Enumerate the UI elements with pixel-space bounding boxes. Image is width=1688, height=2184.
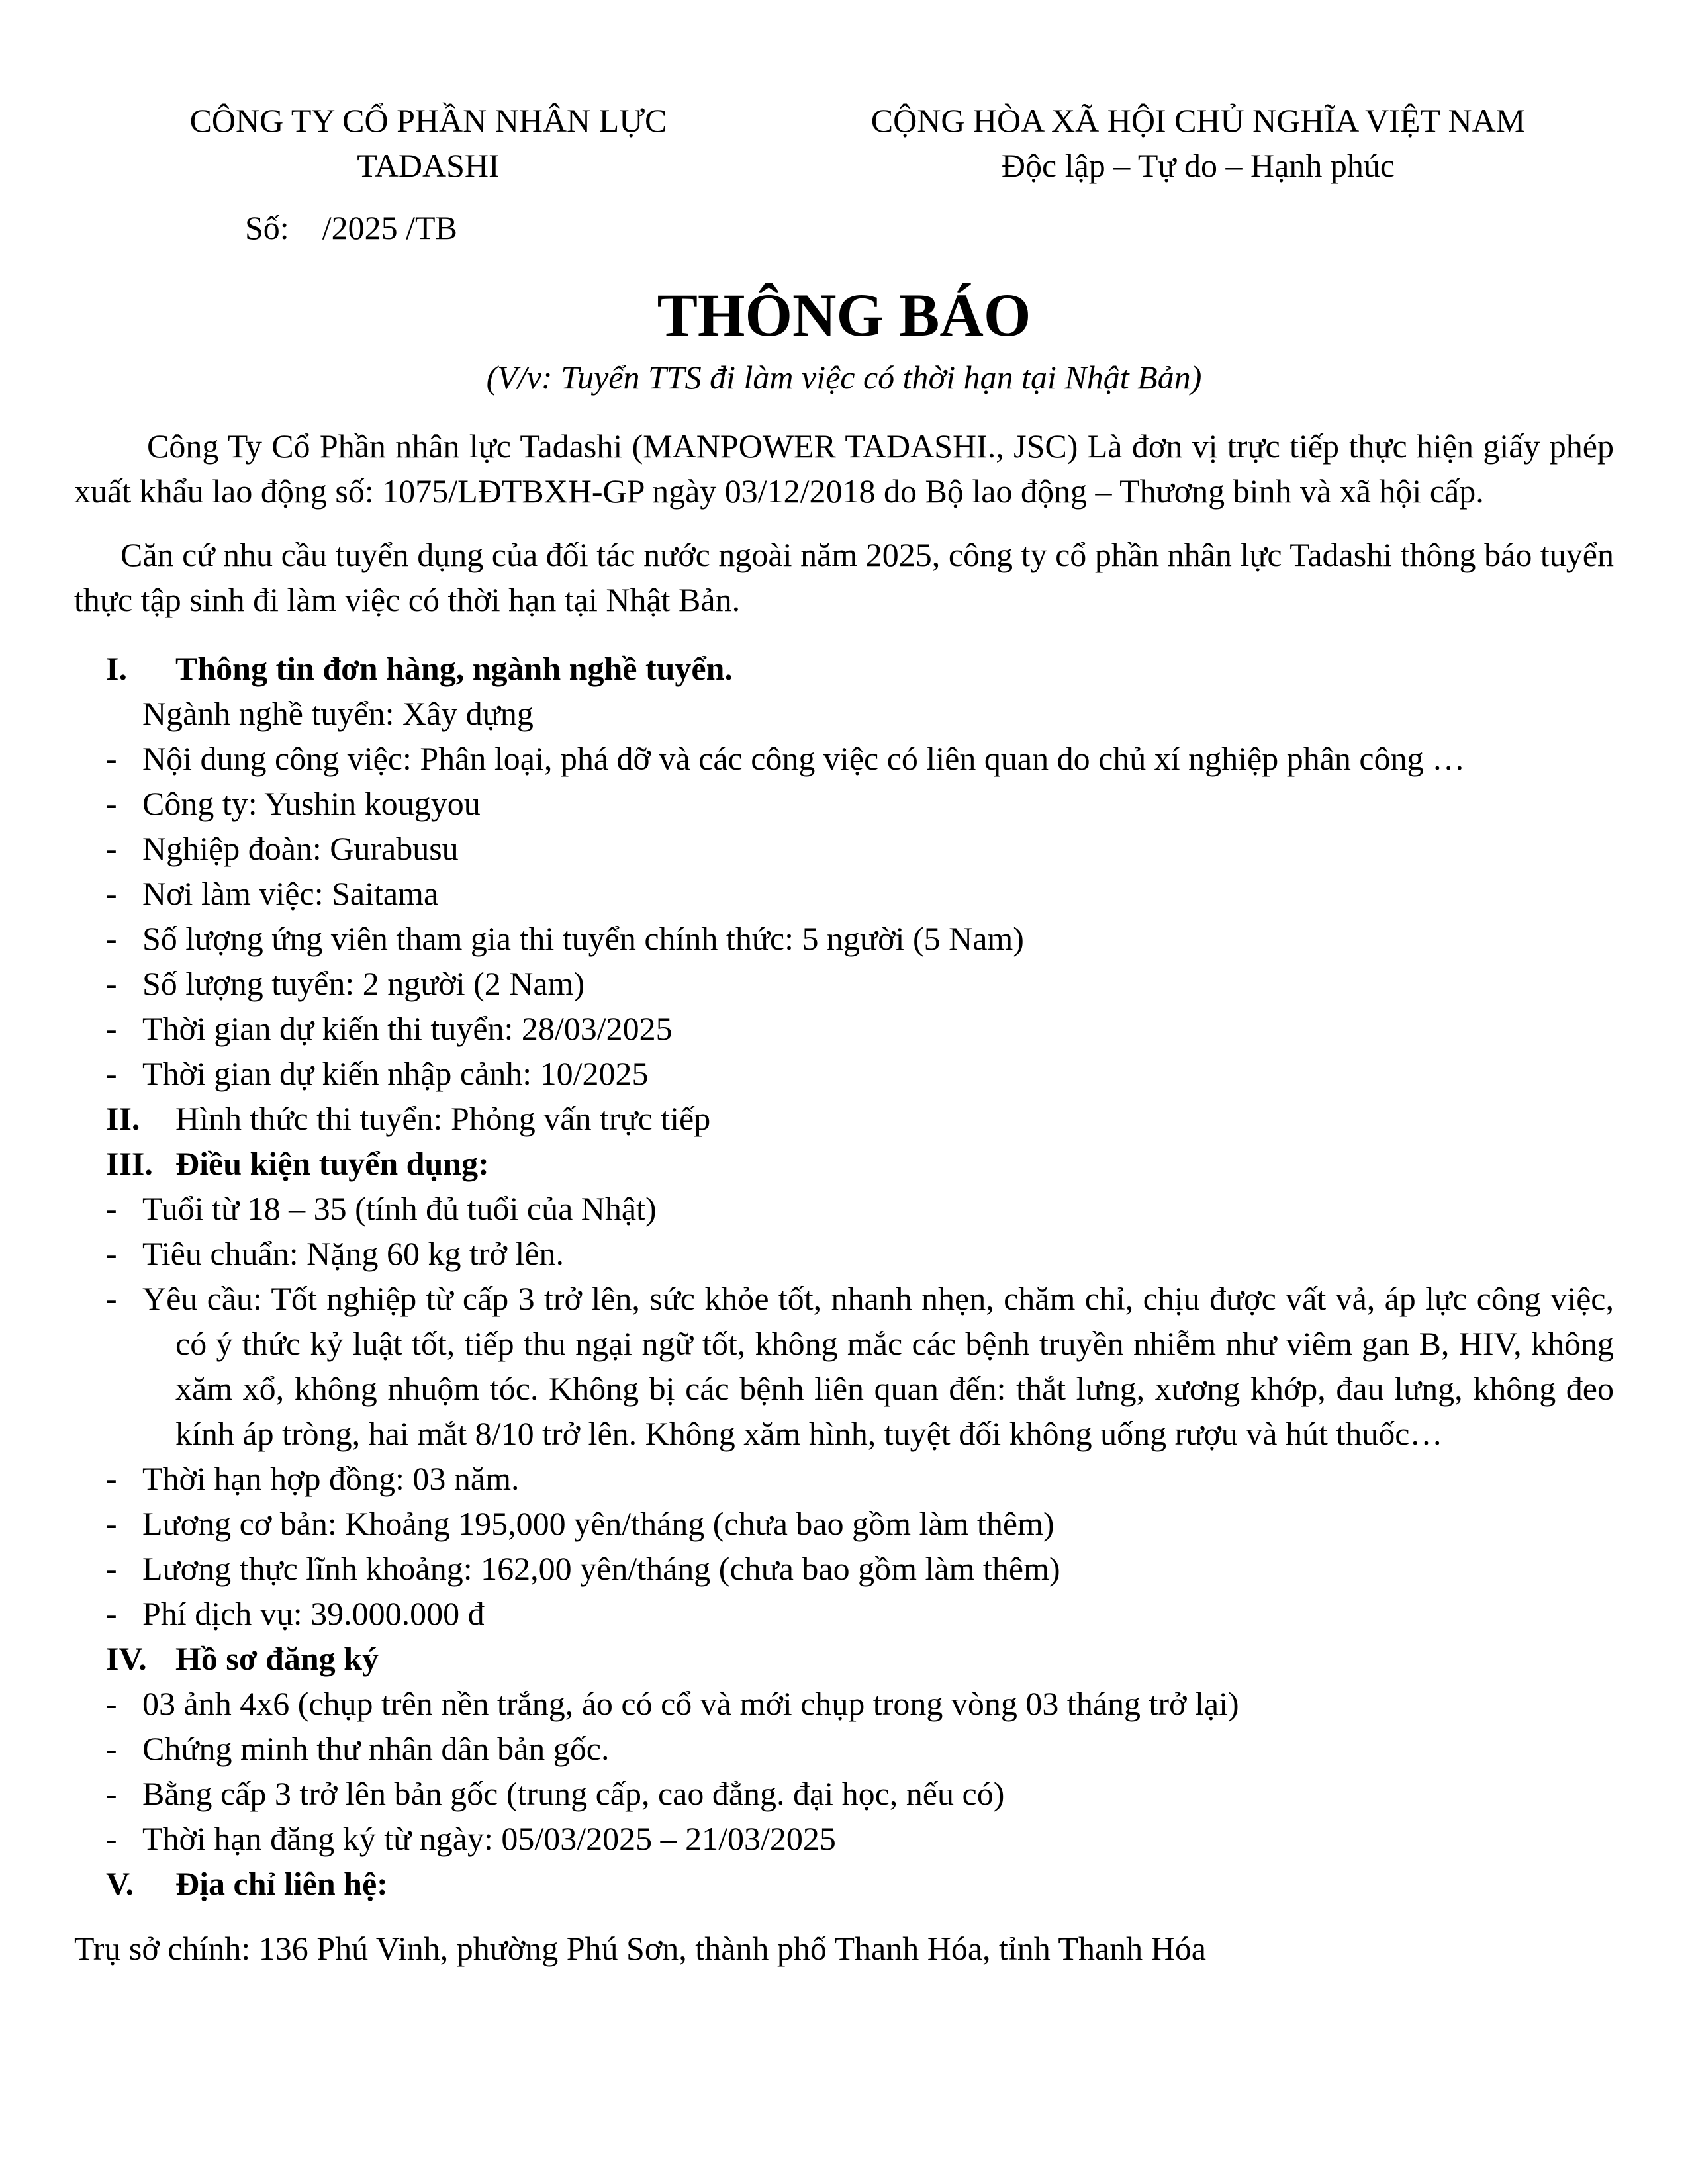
list-item [74,736,1614,781]
dash-bullet: - [106,1280,117,1317]
list-item-text: Thời hạn hợp đồng: 03 năm. [142,1460,520,1497]
list-item-text: Chứng minh thư nhân dân bản gốc. [142,1730,610,1767]
page-subtitle: (V/v: Tuyển TTS đi làm việc có thời hạn tại Nhật Bản) [486,359,1202,396]
dash-bullet: - [106,1775,117,1812]
section-numeral: II. [106,1100,140,1137]
list-item-text: Công ty: Yushin kougyou [142,785,481,822]
company-name-line1: CÔNG TY CỔ PHẦN NHÂN LỰC [189,102,667,139]
section-numeral: I. [106,650,127,687]
list-item [74,1546,1614,1591]
section-numeral: IV. [106,1640,147,1677]
list-item [74,1726,1614,1771]
list-item-text: Bằng cấp 3 trở lên bản gốc (trung cấp, cao đẳng. đại học, nếu có) [142,1775,1005,1812]
dash-bullet: - [106,1595,117,1632]
dash-bullet: - [106,785,117,822]
list-item [74,1681,1614,1726]
dash-bullet: - [106,1730,117,1767]
section-numeral: III. [106,1145,153,1182]
list-item-text: 03 ảnh 4x6 (chụp trên nền trắng, áo có cổ và mới chụp trong vòng 03 tháng trở lại) [142,1685,1239,1722]
dash-bullet: - [106,1460,117,1497]
dash-bullet: - [106,920,117,957]
list-item [74,916,1614,961]
section-title: Điều kiện tuyển dụng: [175,1145,489,1182]
head-office-line: Trụ sở chính: 136 Phú Vinh, phường Phú Sơn, thành phố Thanh Hóa, tỉnh Thanh Hóa [74,1930,1206,1967]
list-item-text: Nghiệp đoàn: Gurabusu [142,830,459,867]
company-header-block [74,98,782,188]
list-item [74,871,1614,916]
dash-bullet: - [106,1550,117,1587]
list-item [74,1456,1614,1501]
intro-paragraph-2: Căn cứ nhu cầu tuyển dụng của đối tác nước ngoài năm 2025, công ty cổ phần nhân lực Tadashi thông báo tuyển thực tập sinh đi làm việc có thời hạn tại Nhật Bản. [74,536,1614,618]
list-item-text: Thời gian dự kiến nhập cảnh: 10/2025 [142,1055,649,1092]
list-item-text: Nơi làm việc: Saitama [142,875,439,912]
industry-line: Ngành nghề tuyển: Xây dựng [142,695,534,732]
section-title: Địa chỉ liên hệ: [175,1865,388,1902]
intro-paragraph-1: Công Ty Cổ Phần nhân lực Tadashi (MANPOWER TADASHI., JSC) Là đơn vị trực tiếp thực hiện giấy phép xuất khẩu lao động số: 1075/LĐTBXH-GP ngày 03/12/2018 do Bộ lao động – Thương binh và xã hội cấp. [74,428,1614,510]
list-item [74,1231,1614,1276]
doc-number: Số: /2025 /TB [245,209,457,246]
dash-bullet: - [106,1820,117,1857]
dash-bullet: - [106,1505,117,1542]
list-item [74,961,1614,1006]
national-header-block [782,98,1614,188]
national-title: CỘNG HÒA XÃ HỘI CHỦ NGHĨA VIỆT NAM [870,102,1526,139]
dash-bullet: - [106,1685,117,1722]
list-item [74,1006,1614,1051]
section-title: Hồ sơ đăng ký [175,1640,379,1677]
list-item [74,1501,1614,1546]
page-title: THÔNG BÁO [657,281,1031,349]
section-heading-4 [74,1636,1614,1681]
list-item-text: Thời gian dự kiến thi tuyển: 28/03/2025 [142,1010,673,1047]
list-item-text: Số lượng ứng viên tham gia thi tuyển chính thức: 5 người (5 Nam) [142,920,1024,957]
section-heading-3 [74,1141,1614,1186]
list-item [74,1771,1614,1816]
list-item [74,1276,1614,1456]
section-heading-5 [74,1861,1614,1906]
list-item-text: Thời hạn đăng ký từ ngày: 05/03/2025 – 21/03/2025 [142,1820,836,1857]
dash-bullet: - [106,1235,117,1272]
list-item [74,1186,1614,1231]
list-item-text: Phí dịch vụ: 39.000.000 đ [142,1595,485,1632]
list-item [74,1051,1614,1096]
section-title: Thông tin đơn hàng, ngành nghề tuyển. [175,650,733,687]
list-item [74,1591,1614,1636]
dash-bullet: - [106,875,117,912]
dash-bullet: - [106,830,117,867]
list-item-text: Lương thực lĩnh khoảng: 162,00 yên/tháng (chưa bao gồm làm thêm) [142,1550,1060,1587]
dash-bullet: - [106,1190,117,1227]
list-item-text: Tuổi từ 18 – 35 (tính đủ tuổi của Nhật) [142,1190,657,1227]
list-item [74,826,1614,871]
list-item [74,781,1614,826]
document-header [74,98,1614,188]
list-item-text: Lương cơ bản: Khoảng 195,000 yên/tháng (chưa bao gồm làm thêm) [142,1505,1055,1542]
section-heading-1 [74,646,1614,691]
list-item-text: Yêu cầu: Tốt nghiệp từ cấp 3 trở lên, sức khỏe tốt, nhanh nhẹn, chăm chỉ, chịu được vất vả, áp lực công việc, có ý thức kỷ luật tốt, tiếp thu ngại ngữ tốt, không mắc các bệnh truyền nhiễm như viêm gan B, HIV, không xăm xổ, không nhuộm tóc. Không bị các bệnh liên quan đến: thắt lưng, xương khớp, đau lưng, không đeo kính áp tròng, hai mắt 8/10 trở lên. Không xăm hình, tuyệt đối không uống rượu và hút thuốc… [142,1280,1614,1452]
list-item [74,1816,1614,1861]
dash-bullet: - [106,1010,117,1047]
dash-bullet: - [106,965,117,1002]
company-name-line2: TADASHI [357,147,500,184]
list-item-text: Số lượng tuyển: 2 người (2 Nam) [142,965,585,1002]
section-text: Hình thức thi tuyển: Phỏng vấn trực tiếp [175,1100,711,1137]
list-item-text: Nội dung công việc: Phân loại, phá dỡ và các công việc có liên quan do chủ xí nghiệp phân công … [142,740,1466,777]
section-numeral: V. [106,1865,134,1902]
dash-bullet: - [106,740,117,777]
national-motto: Độc lập – Tự do – Hạnh phúc [1001,147,1395,184]
section-heading-2 [74,1096,1614,1141]
dash-bullet: - [106,1055,117,1092]
list-item-text: Tiêu chuẩn: Nặng 60 kg trở lên. [142,1235,565,1272]
